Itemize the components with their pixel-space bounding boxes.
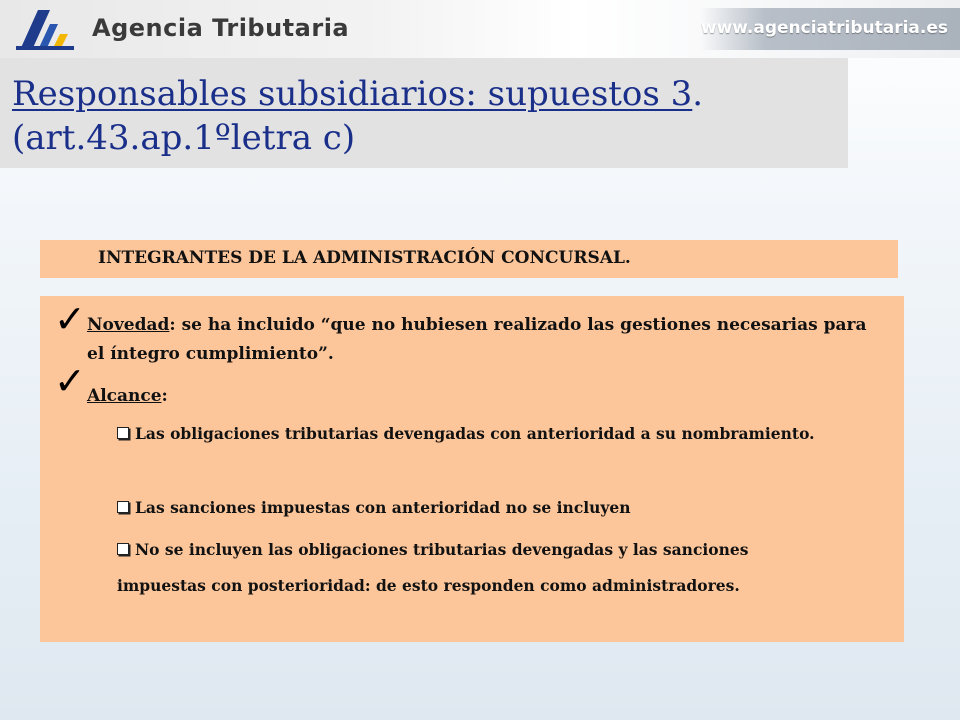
- list-item: [117, 490, 837, 526]
- square-bullet-icon: [117, 543, 129, 555]
- website-url[interactable]: www.agenciatributaria.es: [700, 18, 948, 38]
- subheading-band: [40, 240, 898, 278]
- title-box: [0, 58, 848, 168]
- square-bullet-icon: [117, 501, 129, 513]
- bullet-novedad: [87, 311, 887, 369]
- section-subheading: INTEGRANTES DE LA ADMINISTRACIÓN CONCURSAL.: [98, 248, 631, 268]
- website-banner: [700, 8, 960, 50]
- alcance-suffix: :: [161, 386, 168, 406]
- alcance-label: Alcance: [87, 386, 162, 406]
- list-item: [117, 416, 837, 452]
- title-line1-suffix: .: [692, 74, 704, 114]
- list-item: [117, 532, 837, 604]
- bullet-alcance: [87, 382, 887, 411]
- list-item-text: No se incluyen las obligaciones tributarias devengadas y las sanciones impuestas con posterioridad: de esto responden como administradores.: [117, 540, 749, 595]
- title-line1: Responsables subsidiarios: supuestos 3: [12, 74, 693, 114]
- list-item-text: Las sanciones impuestas con anterioridad no se incluyen: [135, 498, 631, 517]
- agencia-tributaria-logo-icon: [12, 6, 76, 52]
- novedad-label: Novedad: [87, 315, 170, 335]
- checkmark-icon: ✓: [54, 297, 86, 341]
- list-item-text: Las obligaciones tributarias devengadas con anterioridad a su nombramiento.: [135, 424, 815, 443]
- header-bar: [0, 0, 960, 58]
- agency-name: Agencia Tributaria: [92, 14, 350, 42]
- title-line2: (art.43.ap.1ºletra c): [12, 118, 356, 158]
- content-box: [40, 296, 904, 642]
- page-title: [12, 72, 832, 160]
- checkmark-icon: ✓: [54, 359, 86, 403]
- square-bullet-icon: [117, 427, 129, 439]
- novedad-text: : se ha incluido “que no hubiesen realizado las gestiones necesarias para el íntegro cumplimiento”.: [87, 315, 867, 364]
